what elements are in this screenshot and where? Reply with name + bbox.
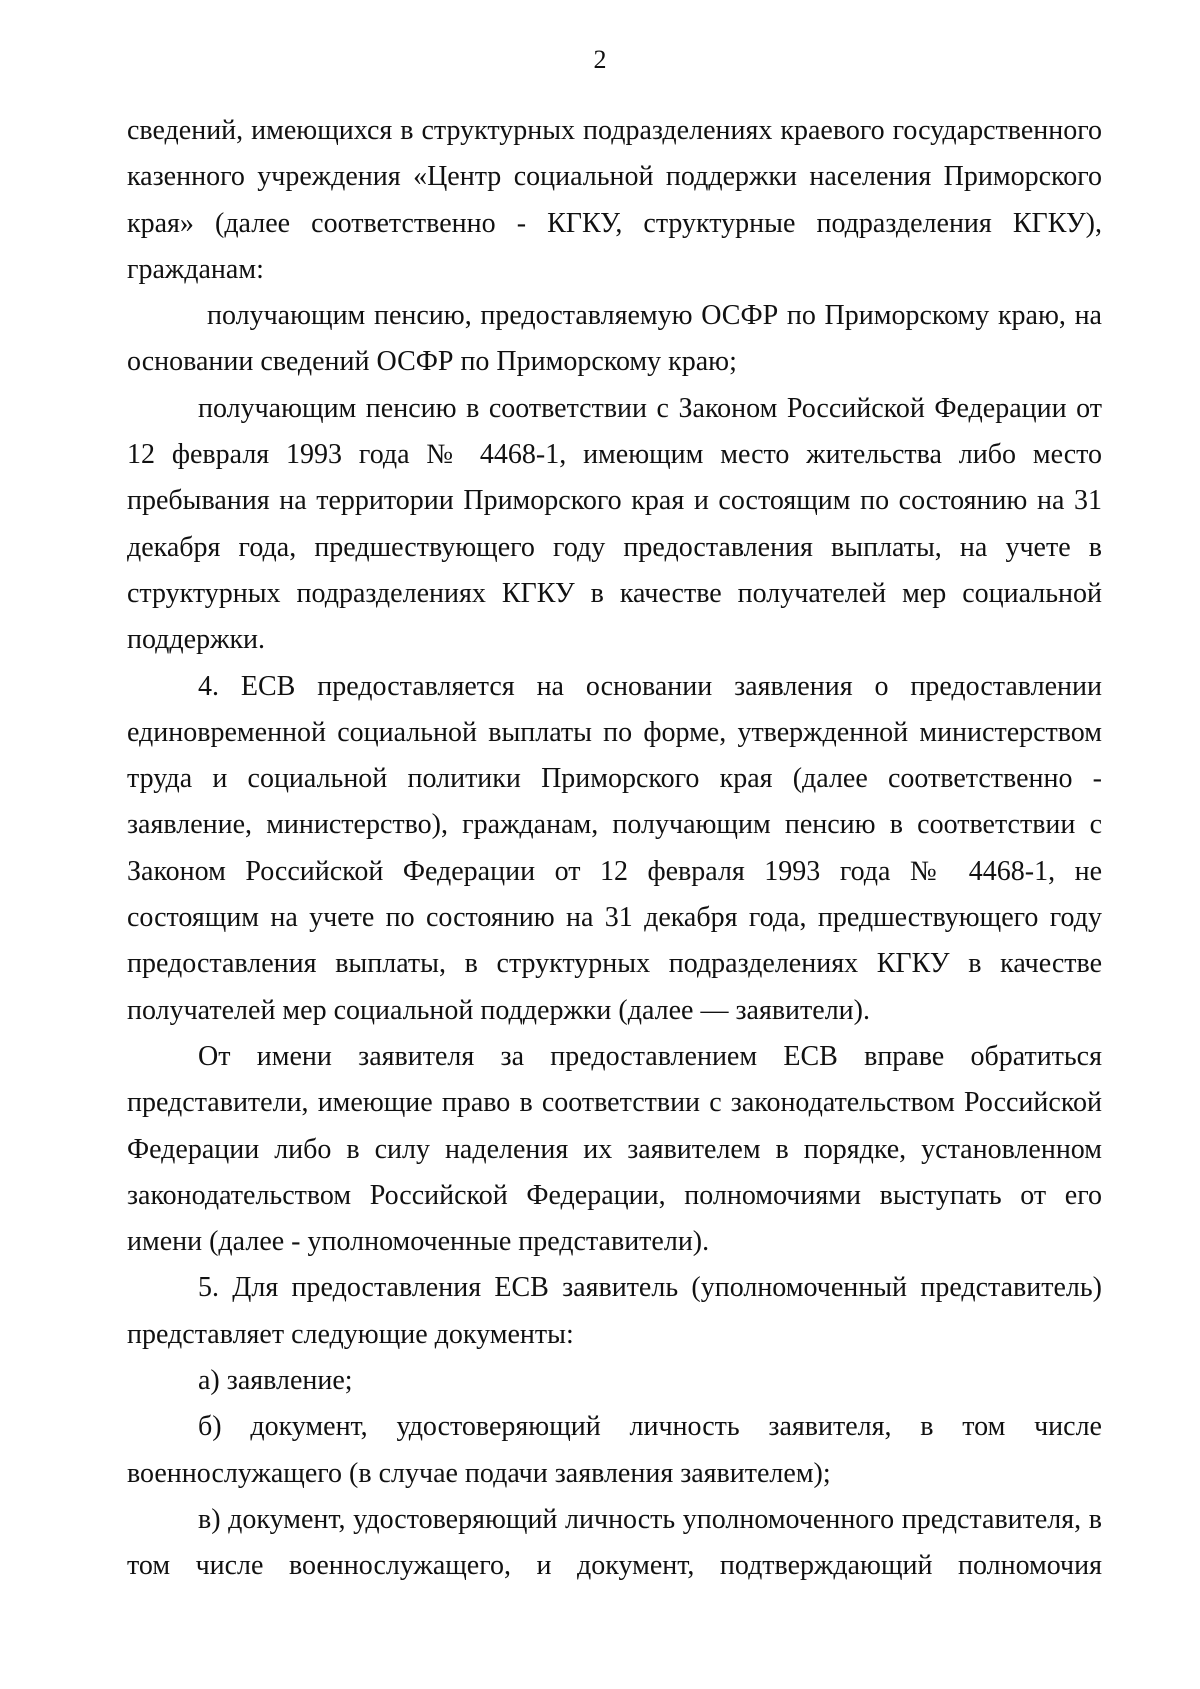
paragraph-item-5v: в) документ, удостоверяющий личность уполномоченного представителя, в том числе военнослужащего, и документ, подтверждающий полномочия	[127, 1503, 1102, 1582]
paragraph-pension-osfr: получающим пенсию, предоставляемую ОСФР по Приморскому краю, на основании сведений ОСФР по Приморскому краю;	[127, 300, 1102, 378]
document-body	[127, 108, 1102, 1590]
paragraph-item-4: 4. ЕСВ предоставляется на основании заявления о предоставлении единовременной социальной выплаты по форме, утвержденной министерством труда и социальной политики Приморского края (далее соответственно - заявление, министерство), гражданам, получающим пенсию в соответствии с Законом Российской Федерации от 12 февраля 1993 года № 4468-1, не состоящим на учете по состоянию на 31 декабря года, предшествующего году предоставления выплаты, в структурных подразделениях КГКУ в качестве получателей мер социальной поддержки (далее — заявители).	[127, 670, 1102, 1026]
paragraph-pension-law: получающим пенсию в соответствии с Законом Российской Федерации от 12 февраля 1993 года № 4468-1, имеющим место жительства либо место пребывания на территории Приморского края и состоящим по состоянию на 31 декабря года, предшествующего году предоставления выплаты, на учете в структурных подразделениях КГКУ в качестве получателей мер социальной поддержки.	[127, 392, 1102, 656]
page-number: 2	[593, 45, 607, 74]
paragraph-item-5b: б) документ, удостоверяющий личность заявителя, в том числе военнослужащего (в случае подачи заявления заявителем);	[127, 1411, 1102, 1489]
paragraph-intro: сведений, имеющихся в структурных подразделениях краевого государственного казенного учреждения «Центр социальной поддержки населения Приморского края» (далее соответственно - КГКУ, структурные подразделения КГКУ), гражданам:	[127, 115, 1102, 285]
paragraph-representatives: От имени заявителя за предоставлением ЕСВ вправе обратиться представители, имеющие право в соответствии с законодательством Российской Федерации либо в силу наделения их заявителем в порядке, установленном законодательством Российской Федерации, полномочиями выступать от его имени (далее - уполномоченные представители).	[127, 1040, 1102, 1258]
paragraph-item-5a: а) заявление;	[198, 1365, 353, 1397]
paragraph-item-5: 5. Для предоставления ЕСВ заявитель (уполномоченный представитель) представляет следующие документы:	[127, 1272, 1102, 1350]
